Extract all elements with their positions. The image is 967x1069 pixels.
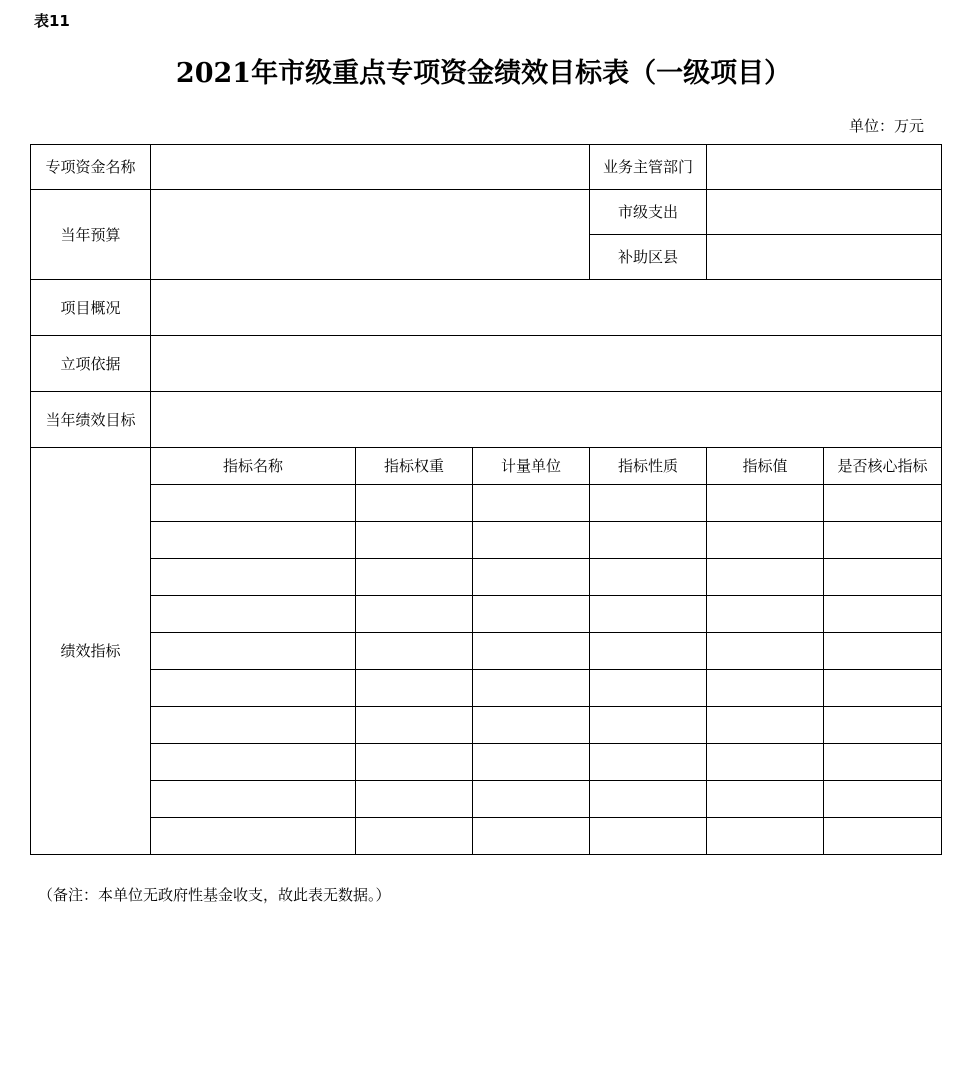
fund-name-value[interactable] [151,145,590,190]
unit-label: 单位：万元 [848,117,924,135]
indicator-core-cell[interactable] [824,559,942,596]
budget-row-city [31,190,942,235]
indicator-header-unit: 计量单位 [473,448,590,485]
indicator-core-cell[interactable] [824,781,942,818]
indicator-header-value: 指标值 [707,448,824,485]
indicator-core-cell[interactable] [824,744,942,781]
indicator-unit-cell[interactable] [473,670,590,707]
indicator-name-cell[interactable] [151,670,356,707]
indicator-nature-cell[interactable] [590,781,707,818]
indicator-unit-cell[interactable] [473,559,590,596]
indicator-unit-cell[interactable] [473,818,590,855]
project-basis-row [31,336,942,392]
indicator-value-cell[interactable] [707,596,824,633]
indicator-core-cell[interactable] [824,485,942,522]
indicator-value-cell[interactable] [707,559,824,596]
project-basis-label: 立项依据 [31,336,151,392]
indicator-nature-cell[interactable] [590,670,707,707]
annual-goal-row [31,392,942,448]
indicator-header-weight: 指标权重 [356,448,473,485]
project-overview-value[interactable] [151,280,942,336]
indicator-row [31,559,942,596]
indicator-nature-cell[interactable] [590,818,707,855]
indicator-nature-cell[interactable] [590,522,707,559]
indicator-row [31,522,942,559]
indicator-unit-cell[interactable] [473,485,590,522]
annual-goal-label: 当年绩效目标 [31,392,151,448]
annual-budget-value[interactable] [151,190,590,280]
indicator-header-name: 指标名称 [151,448,356,485]
indicator-unit-cell[interactable] [473,596,590,633]
department-label: 业务主管部门 [590,145,707,190]
indicator-unit-cell[interactable] [473,522,590,559]
indicator-header-core: 是否核心指标 [824,448,942,485]
indicator-name-cell[interactable] [151,485,356,522]
indicator-nature-cell[interactable] [590,596,707,633]
indicator-value-cell[interactable] [707,522,824,559]
indicator-weight-cell[interactable] [356,744,473,781]
project-overview-row [31,280,942,336]
indicator-weight-cell[interactable] [356,818,473,855]
department-value[interactable] [707,145,942,190]
indicator-name-cell[interactable] [151,781,356,818]
indicator-value-cell[interactable] [707,633,824,670]
indicator-row [31,670,942,707]
indicator-name-cell[interactable] [151,707,356,744]
table-number: 表11 [34,12,70,30]
indicator-name-cell[interactable] [151,596,356,633]
indicator-value-cell[interactable] [707,670,824,707]
indicator-row [31,781,942,818]
indicator-name-cell[interactable] [151,559,356,596]
indicator-value-cell[interactable] [707,818,824,855]
indicator-name-cell[interactable] [151,744,356,781]
indicator-core-cell[interactable] [824,633,942,670]
indicator-weight-cell[interactable] [356,670,473,707]
indicator-core-cell[interactable] [824,670,942,707]
indicator-value-cell[interactable] [707,781,824,818]
indicator-unit-cell[interactable] [473,707,590,744]
indicator-nature-cell[interactable] [590,633,707,670]
indicator-weight-cell[interactable] [356,522,473,559]
indicator-weight-cell[interactable] [356,781,473,818]
indicator-value-cell[interactable] [707,744,824,781]
district-subsidy-value[interactable] [707,235,942,280]
district-subsidy-label: 补助区县 [590,235,707,280]
city-expenditure-value[interactable] [707,190,942,235]
indicator-unit-cell[interactable] [473,633,590,670]
indicator-row [31,744,942,781]
indicator-header-nature: 指标性质 [590,448,707,485]
indicator-core-cell[interactable] [824,818,942,855]
annual-goal-value[interactable] [151,392,942,448]
indicator-row [31,633,942,670]
fund-name-label: 专项资金名称 [31,145,151,190]
indicator-row [31,818,942,855]
project-basis-value[interactable] [151,336,942,392]
indicator-nature-cell[interactable] [590,485,707,522]
fund-name-row [31,145,942,190]
project-overview-label: 项目概况 [31,280,151,336]
indicator-value-cell[interactable] [707,707,824,744]
indicator-core-cell[interactable] [824,522,942,559]
indicator-core-cell[interactable] [824,707,942,744]
city-expenditure-label: 市级支出 [590,190,707,235]
indicator-nature-cell[interactable] [590,559,707,596]
indicator-nature-cell[interactable] [590,744,707,781]
indicator-name-cell[interactable] [151,522,356,559]
indicator-weight-cell[interactable] [356,485,473,522]
indicator-unit-cell[interactable] [473,781,590,818]
indicator-weight-cell[interactable] [356,707,473,744]
indicator-core-cell[interactable] [824,596,942,633]
performance-indicators-label: 绩效指标 [31,448,151,855]
indicator-row [31,596,942,633]
indicator-unit-cell[interactable] [473,744,590,781]
remark-note: （备注：本单位无政府性基金收支，故此表无数据。） [38,886,391,904]
indicator-value-cell[interactable] [707,485,824,522]
indicator-row [31,707,942,744]
indicator-nature-cell[interactable] [590,707,707,744]
annual-budget-label: 当年预算 [31,190,151,280]
indicator-name-cell[interactable] [151,818,356,855]
indicator-weight-cell[interactable] [356,596,473,633]
indicator-name-cell[interactable] [151,633,356,670]
indicator-header-row [31,448,942,485]
indicator-row [31,485,942,522]
page-title: 2021年市级重点专项资金绩效目标表（一级项目） [175,58,792,89]
indicator-weight-cell[interactable] [356,559,473,596]
performance-target-table [30,144,942,855]
indicator-weight-cell[interactable] [356,633,473,670]
